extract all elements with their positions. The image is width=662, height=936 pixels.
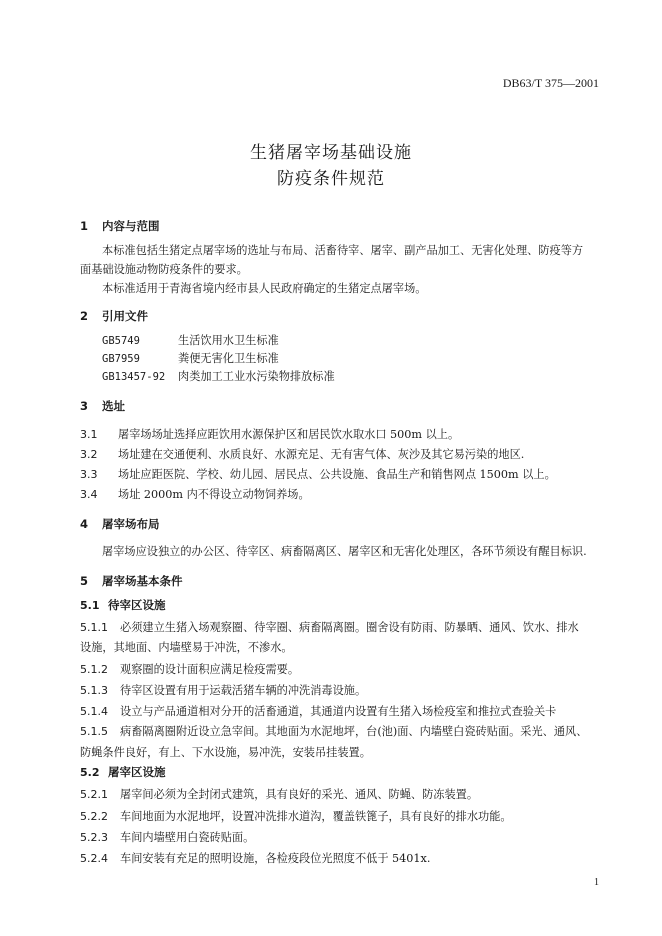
clause-number: 5.2.2 <box>80 810 108 823</box>
page-number: 1 <box>594 877 599 888</box>
clause-5-1-3 <box>80 682 366 698</box>
clause-item <box>80 466 556 482</box>
section-5-heading <box>80 573 183 589</box>
section-title: 选址 <box>102 399 125 413</box>
document-title-line1: 生猪屠宰场基础设施 <box>250 143 412 163</box>
clause-number: 5.1.2 <box>80 663 108 676</box>
reference-code: GB5749 <box>102 335 140 347</box>
section-4-text: 屠宰场应设独立的办公区、待宰区、病畜隔离区、屠宰区和无害化处理区，各环节须设有醒目标识. <box>102 545 587 558</box>
clause-item <box>80 446 524 462</box>
section-1-para2: 本标准适用于青海省境内经市县人民政府确定的生猪定点屠宰场。 <box>102 282 427 295</box>
document-title-line2: 防疫条件规范 <box>277 169 385 189</box>
clause-number: 5.1.4 <box>80 705 108 718</box>
reference-name: 生活饮用水卫生标准 <box>178 334 279 347</box>
clause-number: 5.2.1 <box>80 788 108 801</box>
clause-number: 3.1 <box>80 428 98 441</box>
clause-number: 5.2.4 <box>80 852 108 865</box>
clause-number: 3.3 <box>80 468 98 481</box>
subsection-5-2-heading <box>80 764 166 780</box>
subsection-5-1-heading <box>80 597 166 613</box>
section-number: 3 <box>80 399 89 413</box>
section-2-heading <box>80 308 148 324</box>
reference-code: GB7959 <box>102 353 140 365</box>
subsection-title: 待宰区设施 <box>108 598 166 612</box>
clause-text: 场址 2000m 内不得设立动物饲养场。 <box>118 488 310 501</box>
clause-text: 屠宰场场址选择应距饮用水源保护区和居民饮水取水口 500m 以上。 <box>118 428 460 441</box>
section-3-heading <box>80 398 125 414</box>
section-title: 屠宰场基本条件 <box>102 574 183 588</box>
clause-5-1-1-line1 <box>80 619 579 635</box>
clause-text: 设立与产品通道相对分开的活畜通道，其通道内设置有生猪入场检疫室和推拉式查验关卡 <box>120 705 557 718</box>
reference-item <box>102 350 279 366</box>
reference-item <box>102 368 335 384</box>
clause-number: 3.4 <box>80 488 98 501</box>
clause-number: 5.1.5 <box>80 725 108 738</box>
clause-text: 车间安装有充足的照明设施，各检疫段位光照度不低于 5401x. <box>120 852 431 865</box>
section-number: 1 <box>80 219 89 233</box>
reference-item <box>102 332 279 348</box>
clause-item <box>80 808 512 824</box>
reference-name: 粪便无害化卫生标准 <box>178 352 279 365</box>
reference-name: 肉类加工工业水污染物排放标准 <box>178 370 335 383</box>
clause-text: 场址应距医院、学校、幼儿园、居民点、公共设施、食品生产和销售网点 1500m 以上。 <box>118 468 556 481</box>
clause-number: 5.1.1 <box>80 621 108 634</box>
clause-item <box>80 486 310 502</box>
section-number: 5 <box>80 574 89 588</box>
clause-item <box>80 786 478 802</box>
subsection-number: 5.1 <box>80 599 100 612</box>
subsection-title: 屠宰区设施 <box>108 765 166 779</box>
clause-text: 观察圈的设计面积应满足检疫需要。 <box>120 663 300 676</box>
clause-text: 车间地面为水泥地坪，设置冲洗排水道沟，覆盖铁篦子，具有良好的排水功能。 <box>120 810 512 823</box>
standard-code: DB63/T 375—2001 <box>502 76 599 90</box>
clause-number: 5.2.3 <box>80 831 108 844</box>
clause-item <box>80 850 430 866</box>
section-4-heading <box>80 516 160 532</box>
section-title: 屠宰场布局 <box>102 517 160 531</box>
section-number: 4 <box>80 517 89 531</box>
clause-5-1-2 <box>80 661 299 677</box>
section-title: 内容与范围 <box>102 219 160 233</box>
clause-text: 场址建在交通便利、水质良好、水源充足、无有害气体、灰沙及其它易污染的地区. <box>118 448 525 461</box>
clause-item <box>80 426 459 442</box>
clause-text: 屠宰间必须为全封闭式建筑，具有良好的采光、通风、防蝇、防冻装置。 <box>120 788 479 801</box>
section-1-para1-line1: 本标准包括生猪定点屠宰场的选址与布局、活畜待宰、屠宰、副产品加工、无害化处理、防疫等方 <box>102 244 584 257</box>
section-title: 引用文件 <box>102 309 148 323</box>
section-1-para1-line2: 面基础设施动物防疫条件的要求。 <box>80 263 248 276</box>
clause-5-1-4 <box>80 703 556 719</box>
clause-5-1-5-line1 <box>80 723 587 739</box>
reference-code: GB13457-92 <box>102 371 166 383</box>
clause-item <box>80 829 254 845</box>
section-number: 2 <box>80 309 89 323</box>
clause-text: 病畜隔离圈附近设立急宰间。其地面为水泥地坪，台(池)面、内墙壁白瓷砖贴面。采光、通风、 <box>120 725 588 738</box>
clause-text: 必须建立生猪入场观察圈、待宰圈、病畜隔离圈。圈舍设有防雨、防暴晒、通风、饮水、排水 <box>120 621 579 634</box>
section-1-heading <box>80 218 160 234</box>
clause-text: 车间内墙壁用白瓷砖贴面。 <box>120 831 255 844</box>
clause-number: 5.1.3 <box>80 684 108 697</box>
clause-5-1-5-line2: 防蝇条件良好，有上、下水设施，易冲洗，安装吊挂装置。 <box>80 746 371 759</box>
clause-number: 3.2 <box>80 448 98 461</box>
clause-5-1-1-line2: 设施，其地面、内墙壁易于冲洗，不渗水。 <box>80 641 293 654</box>
clause-text: 待宰区设置有用于运载活猪车辆的冲洗消毒设施。 <box>120 684 367 697</box>
subsection-number: 5.2 <box>80 766 100 779</box>
